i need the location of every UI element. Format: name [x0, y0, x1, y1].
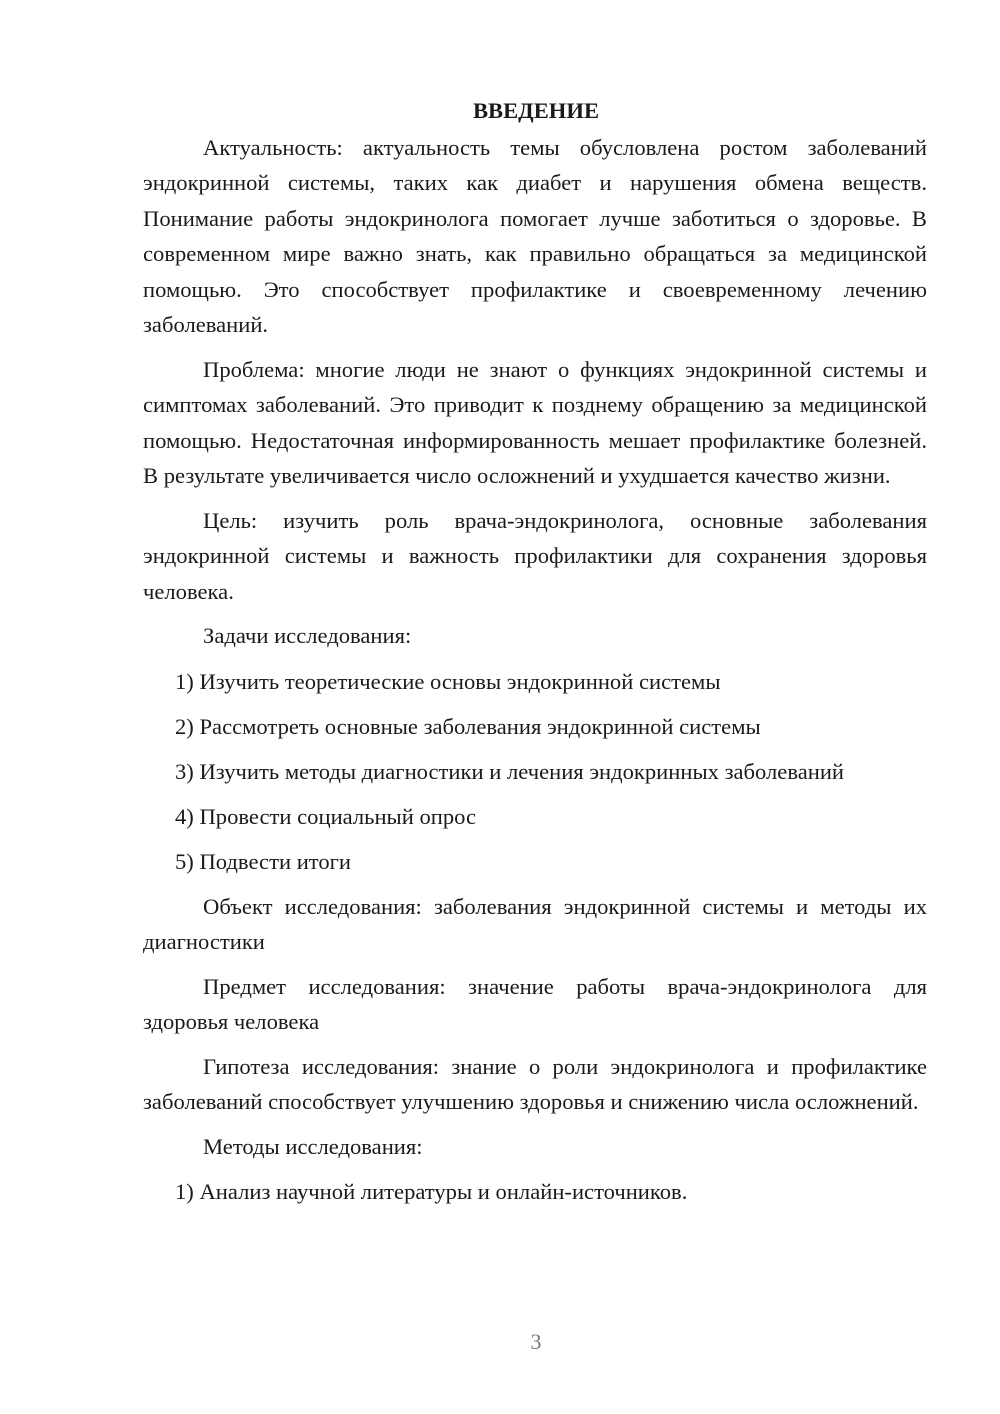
tasks-heading: Задачи исследования: [203, 623, 412, 648]
list-item: 5) Подвести итоги [175, 848, 352, 874]
list-item: 2) Рассмотреть основные заболевания эндокринной системы [175, 713, 761, 739]
page-title: ВВЕДЕНИЕ [472, 98, 600, 123]
goal-paragraph: Цель: изучить роль врача-эндокринолога, основные заболевания эндокринной системы и важность профилактики для сохранения здоровья человека. [143, 507, 927, 604]
list-item: 1) Изучить теоретические основы эндокринной системы [175, 668, 721, 694]
document-body [143, 93, 927, 1220]
hypothesis-paragraph: Гипотеза исследования: знание о роли эндокринолога и профилактике заболеваний способствует улучшению здоровья и снижению числа осложнений. [143, 1053, 927, 1115]
object-paragraph: Объект исследования: заболевания эндокринной системы и методы их диагностики [143, 893, 927, 955]
relevance-paragraph: Актуальность: актуальность темы обусловлена ростом заболеваний эндокринной системы, таких как диабет и нарушения обмена веществ. Понимание работы эндокринолога помогает лучше заботиться о здоровье. В современном мире важно знать, как правильно обращаться за медицинской помощью. Это способствует профилактике и своевременному лечению заболеваний. [143, 134, 927, 337]
page-number: 3 [530, 1329, 542, 1354]
methods-list [143, 1174, 927, 1210]
methods-heading: Методы исследования: [203, 1133, 423, 1159]
problem-paragraph: Проблема: многие люди не знают о функциях эндокринной системы и симптомах заболеваний. Это приводит к позднему обращению за медицинской помощью. Недостаточная информированность мешает профилактике болезней. В результате увеличивается число осложнений и ухудшается качество жизни. [143, 356, 927, 488]
subject-paragraph: Предмет исследования: значение работы врача-эндокринолога для здоровья человека [143, 973, 927, 1035]
tasks-list [143, 664, 927, 880]
list-item: 3) Изучить методы диагностики и лечения эндокринных заболеваний [175, 758, 844, 784]
list-item: 4) Провести социальный опрос [175, 803, 477, 829]
list-item: 1) Анализ научной литературы и онлайн-источников. [175, 1179, 688, 1205]
